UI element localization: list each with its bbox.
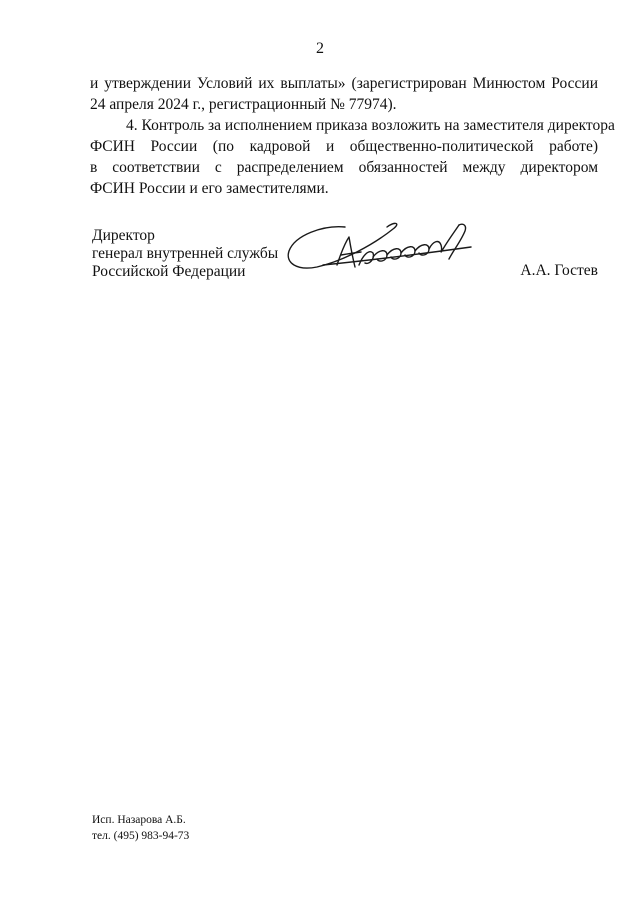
signatory-rank-suffix: Российской Федерации (92, 263, 246, 280)
signatory-title: Директор (92, 227, 155, 244)
signatory-name: А.А. Гостев (520, 262, 598, 279)
page-number: 2 (316, 40, 324, 57)
paragraph-line: 24 апреля 2024 г., регистрационный № 77974). (90, 96, 397, 113)
executor-name: Исп. Назарова А.Б. (92, 814, 186, 826)
paragraph-continuation (90, 73, 598, 115)
paragraph-control (90, 115, 615, 199)
paragraph-line: ФСИН России и его заместителями. (90, 180, 329, 197)
signatory-position (92, 227, 278, 281)
paragraph-line: в соответствии с распределением обязанностей между директором (90, 159, 598, 176)
executor-phone: тел. (495) 983-94-73 (92, 830, 190, 842)
paragraph-line: 4. Контроль за исполнением приказа возложить на заместителя директора (126, 117, 615, 134)
paragraph-line: и утверждении Условий их выплаты» (зарегистрирован Минюстом России (90, 75, 598, 92)
paragraph-line: ФСИН России (по кадровой и общественно-политической работе) (90, 138, 598, 155)
handwritten-signature (283, 205, 483, 285)
executor-info (92, 812, 189, 844)
signatory-rank: генерал внутренней службы (92, 245, 279, 262)
